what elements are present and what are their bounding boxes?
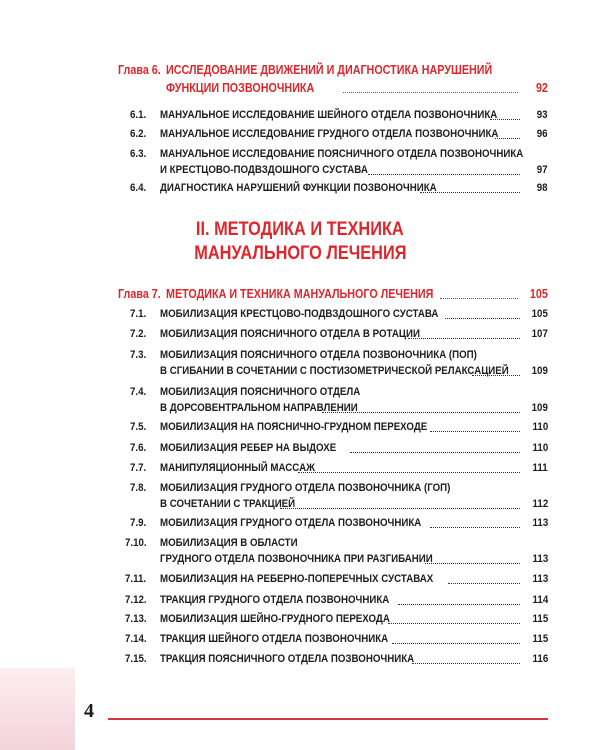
- toc-entry[interactable]: [130, 420, 548, 435]
- toc-entry-title: МОБИЛИЗАЦИЯ КРЕСТЦОВО-ПОДВЗДОШНОГО СУСТАВА: [160, 308, 439, 320]
- toc-entry-title: ТРАКЦИЯ ГРУДНОГО ОТДЕЛА ПОЗВОНОЧНИКА: [160, 594, 390, 606]
- toc-entry-page: 111: [532, 462, 548, 474]
- toc-entry-number: 7.11.: [125, 573, 147, 585]
- toc-entry[interactable]: [130, 108, 548, 123]
- toc-entry-number: 7.6.: [130, 442, 147, 454]
- toc-entry-number: 6.4.: [130, 182, 147, 194]
- chapter-7-leader-dots: [440, 298, 518, 299]
- toc-leader-dots: [420, 192, 520, 193]
- toc-entry-page: 113: [532, 553, 548, 565]
- toc-entry[interactable]: [130, 461, 548, 476]
- toc-entry-number: 6.1.: [130, 109, 147, 121]
- toc-entry-title-continued: ГРУДНОГО ОТДЕЛА ПОЗВОНОЧНИКА ПРИ РАЗГИБАНИИ: [160, 553, 433, 565]
- toc-entry-number: 7.15.: [125, 653, 147, 665]
- toc-entry-title: МОБИЛИЗАЦИЯ НА РЕБЕРНО-ПОПЕРЕЧНЫХ СУСТАВАХ: [160, 573, 434, 585]
- toc-entry-page: 115: [532, 613, 548, 625]
- footer-rule: [108, 718, 548, 720]
- toc-entry-number: 7.5.: [130, 421, 147, 433]
- toc-entry-title: МОБИЛИЗАЦИЯ РЕБЕР НА ВЫДОХЕ: [160, 442, 337, 454]
- toc-leader-dots: [408, 338, 520, 339]
- chapter-6-prefix: Глава 6.: [118, 63, 161, 77]
- toc-entry-title: МОБИЛИЗАЦИЯ ПОЯСНИЧНОГО ОТДЕЛА: [160, 386, 361, 398]
- toc-entry-title-continued: В СОЧЕТАНИИ С ТРАКЦИЕЙ: [160, 498, 296, 510]
- toc-entry-number: 7.10.: [125, 537, 147, 549]
- toc-entry-page: 96: [537, 128, 548, 140]
- toc-entry-page: 109: [531, 365, 548, 377]
- toc-leader-dots: [425, 563, 520, 564]
- toc-entry[interactable]: [125, 632, 548, 647]
- toc-entry-number: 7.8.: [130, 482, 147, 494]
- chapter-6-leader-dots: [343, 92, 518, 93]
- toc-entry-title: МОБИЛИЗАЦИЯ ГРУДНОГО ОТДЕЛА ПОЗВОНОЧНИКА (ГОП): [160, 482, 451, 494]
- toc-entry[interactable]: [130, 385, 548, 415]
- toc-entry-title: МОБИЛИЗАЦИЯ ШЕЙНО-ГРУДНОГО ПЕРЕХОДА: [160, 613, 390, 625]
- toc-entry-number: 7.7.: [130, 462, 147, 474]
- toc-entry-title: МОБИЛИЗАЦИЯ ПОЯСНИЧНОГО ОТДЕЛА В РОТАЦИИ: [160, 328, 420, 340]
- toc-entry[interactable]: [130, 348, 548, 378]
- toc-entry-page: 113: [532, 517, 548, 529]
- toc-entry-number: 7.9.: [130, 517, 147, 529]
- toc-entry-number: 7.4.: [130, 386, 147, 398]
- part-2-heading-line2: [0, 243, 600, 265]
- toc-entry-page: 110: [532, 442, 548, 454]
- chapter-7-heading[interactable]: [118, 286, 548, 303]
- toc-entry-title: МОБИЛИЗАЦИЯ ГРУДНОГО ОТДЕЛА ПОЗВОНОЧНИКА: [160, 517, 422, 529]
- toc-entry[interactable]: [130, 147, 548, 177]
- toc-entry-page: 115: [532, 633, 548, 645]
- toc-entry-page: 105: [531, 308, 548, 320]
- toc-entry-page: 110: [532, 421, 548, 433]
- toc-entry-number: 7.12.: [125, 594, 147, 606]
- chapter-6-title-line2: ФУНКЦИИ ПОЗВОНОЧНИКА: [166, 81, 315, 95]
- chapter-6-title-line1: ИССЛЕДОВАНИЕ ДВИЖЕНИЙ И ДИАГНОСТИКА НАРУШЕНИЙ: [166, 63, 493, 77]
- toc-entry-page: 98: [537, 182, 548, 194]
- toc-entry-title: МОБИЛИЗАЦИЯ ПОЯСНИЧНОГО ОТДЕЛА ПОЗВОНОЧНИКА (ПОП): [160, 349, 477, 361]
- toc-leader-dots: [430, 527, 520, 528]
- page-number: 4: [84, 700, 94, 722]
- page-corner-decoration: [0, 668, 75, 750]
- toc-leader-dots: [398, 604, 520, 605]
- toc-entry-page: 113: [532, 573, 548, 585]
- toc-entry[interactable]: [125, 572, 548, 587]
- toc-entry[interactable]: [130, 441, 548, 456]
- toc-entry-page: 116: [532, 653, 548, 665]
- part-2-heading: [0, 219, 600, 241]
- toc-entry-page: 114: [532, 594, 548, 606]
- part-2-line2: МАНУАЛЬНОГО ЛЕЧЕНИЯ: [193, 243, 407, 264]
- toc-entry-number: 7.13.: [125, 613, 147, 625]
- toc-entry[interactable]: [130, 327, 548, 342]
- toc-entry-page: 97: [537, 164, 548, 176]
- chapter-6-heading[interactable]: [118, 62, 548, 79]
- toc-entry-title: МАНУАЛЬНОЕ ИССЛЕДОВАНИЕ ПОЯСНИЧНОГО ОТДЕЛА ПОЗВОНОЧНИКА: [160, 148, 524, 160]
- toc-entry-number: 6.3.: [130, 148, 147, 160]
- toc-leader-dots: [445, 318, 520, 319]
- toc-leader-dots: [368, 174, 520, 175]
- toc-entry-title: МАНУАЛЬНОЕ ИССЛЕДОВАНИЕ ШЕЙНОГО ОТДЕЛА ПОЗВОНОЧНИКА: [160, 109, 498, 121]
- toc-entry-title-continued: В СГИБАНИИ В СОЧЕТАНИИ С ПОСТИЗОМЕТРИЧЕСКОЙ РЕЛАКСАЦИЕЙ: [160, 365, 509, 377]
- toc-leader-dots: [392, 643, 520, 644]
- toc-entry[interactable]: [125, 612, 548, 627]
- toc-leader-dots: [298, 472, 520, 473]
- chapter-7-page: 105: [530, 287, 548, 301]
- toc-entry-title: ТРАКЦИЯ ШЕЙНОГО ОТДЕЛА ПОЗВОНОЧНИКА: [160, 633, 389, 645]
- toc-entry[interactable]: [130, 181, 548, 196]
- toc-entry-title: ТРАКЦИЯ ПОЯСНИЧНОГО ОТДЕЛА ПОЗВОНОЧНИКА: [160, 653, 415, 665]
- toc-entry[interactable]: [130, 127, 548, 142]
- toc-entry-page: 93: [537, 109, 548, 121]
- toc-leader-dots: [495, 138, 520, 139]
- toc-leader-dots: [448, 583, 520, 584]
- toc-entry-title: ДИАГНОСТИКА НАРУШЕНИЙ ФУНКЦИИ ПОЗВОНОЧНИКА: [160, 182, 437, 194]
- toc-leader-dots: [350, 452, 520, 453]
- toc-leader-dots: [388, 623, 520, 624]
- toc-entry-title-continued: В ДОРСОВЕНТРАЛЬНОМ НАПРАВЛЕНИИ: [160, 402, 358, 414]
- toc-leader-dots: [430, 431, 520, 432]
- toc-entry-page: 107: [531, 328, 548, 340]
- toc-entry-page: 109: [531, 402, 548, 414]
- toc-entry[interactable]: [130, 307, 548, 322]
- toc-entry[interactable]: [125, 652, 548, 667]
- toc-leader-dots: [322, 412, 520, 413]
- toc-entry-number: 7.3.: [130, 349, 147, 361]
- toc-entry-page: 112: [532, 498, 548, 510]
- chapter-6-page: 92: [536, 81, 548, 95]
- toc-entry[interactable]: [125, 536, 548, 566]
- toc-entry-number: 6.2.: [130, 128, 147, 140]
- toc-entry-title: МАНИПУЛЯЦИОННЫЙ МАССАЖ: [160, 462, 315, 474]
- toc-entry[interactable]: [130, 516, 548, 531]
- toc-leader-dots: [280, 508, 520, 509]
- toc-entry-title: МОБИЛИЗАЦИЯ НА ПОЯСНИЧНО-ГРУДНОМ ПЕРЕХОДЕ: [160, 421, 428, 433]
- toc-entry-title-continued: И КРЕСТЦОВО-ПОДВЗДОШНОГО СУСТАВА: [160, 164, 368, 176]
- toc-entry-number: 7.1.: [130, 308, 147, 320]
- toc-leader-dots: [490, 119, 520, 120]
- toc-entry-number: 7.14.: [125, 633, 147, 645]
- toc-entry-title: МОБИЛИЗАЦИЯ В ОБЛАСТИ: [160, 537, 298, 549]
- chapter-7-title: МЕТОДИКА И ТЕХНИКА МАНУАЛЬНОГО ЛЕЧЕНИЯ: [166, 287, 434, 301]
- toc-leader-dots: [472, 375, 520, 376]
- chapter-7-prefix: Глава 7.: [118, 287, 161, 301]
- part-2-line1: II. МЕТОДИКА И ТЕХНИКА: [196, 219, 404, 240]
- toc-leader-dots: [412, 663, 520, 664]
- toc-entry-title: МАНУАЛЬНОЕ ИССЛЕДОВАНИЕ ГРУДНОГО ОТДЕЛА ПОЗВОНОЧНИКА: [160, 128, 499, 140]
- toc-entry-number: 7.2.: [130, 328, 147, 340]
- toc-entry[interactable]: [125, 593, 548, 608]
- toc-entry[interactable]: [130, 481, 548, 511]
